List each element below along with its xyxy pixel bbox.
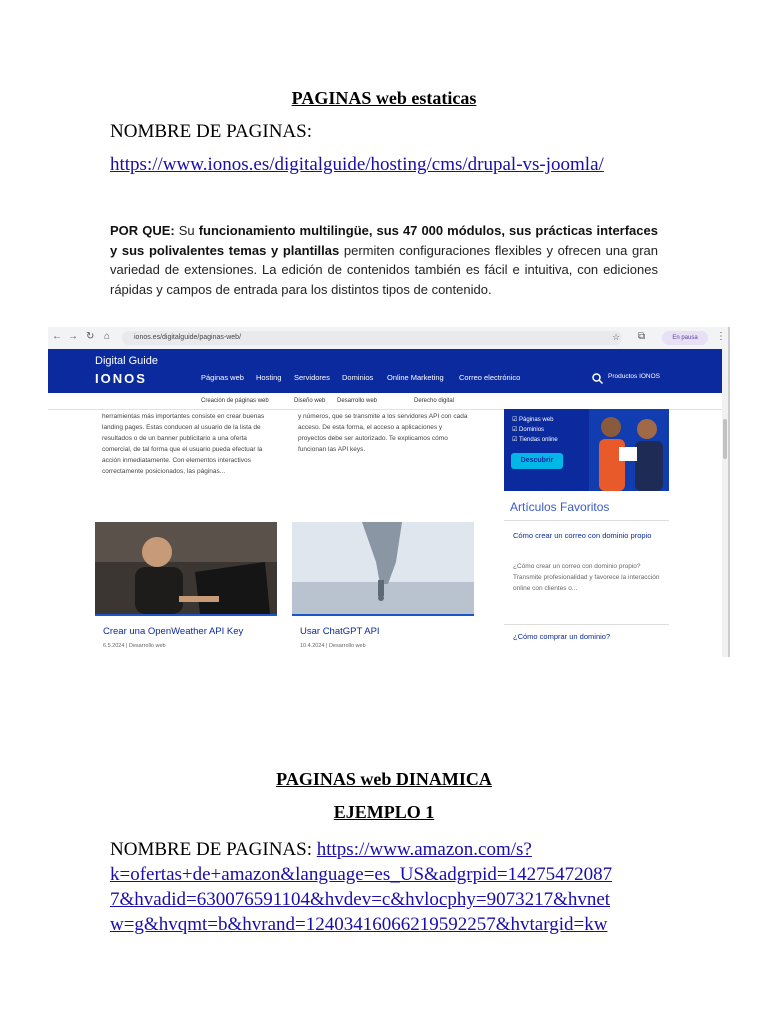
amazon-url-link[interactable]: k=ofertas+de+amazon&language=es_US&adgrpid=14275472087 bbox=[110, 864, 613, 885]
brand-logo[interactable]: IONOS bbox=[95, 371, 147, 386]
subnav-derecho[interactable]: Derecho digital bbox=[414, 398, 455, 404]
section1-url-link[interactable]: https://www.ionos.es/digitalguide/hosting/cms/drupal-vs-joomla/ bbox=[110, 154, 604, 175]
nav-hosting[interactable]: Hosting bbox=[256, 373, 282, 382]
scrollbar[interactable] bbox=[722, 349, 728, 657]
brand-title: Digital Guide bbox=[95, 355, 158, 367]
reload-icon[interactable]: ↻ bbox=[86, 331, 95, 342]
subnav-desarrollo[interactable]: Desarrollo web bbox=[337, 398, 378, 404]
fav-link-correo[interactable]: Cómo crear un correo con dominio propio bbox=[513, 531, 652, 540]
favorites-heading: Artículos Favoritos bbox=[510, 500, 610, 514]
fav-link-dominio[interactable]: ¿Cómo comprar un dominio? bbox=[513, 632, 611, 641]
nav-online-marketing[interactable]: Online Marketing bbox=[387, 373, 444, 382]
home-icon[interactable]: ⌂ bbox=[104, 331, 111, 342]
subnav-bar bbox=[48, 393, 722, 410]
divider bbox=[504, 624, 669, 625]
amazon-url-link[interactable]: 7&hvadid=630076591104&hvdev=c&hvlocphy=9073217&hvnet bbox=[110, 889, 611, 910]
why-intro: Su bbox=[178, 223, 195, 238]
why-paragraph bbox=[110, 221, 658, 299]
subnav-diseno[interactable]: Diseño web bbox=[294, 398, 326, 404]
products-link[interactable]: Productos IONOS bbox=[608, 373, 661, 380]
section2-name-label: NOMBRE DE PAGINAS: bbox=[110, 839, 312, 860]
forward-icon[interactable]: → bbox=[68, 331, 78, 342]
star-icon[interactable]: ☆ bbox=[612, 332, 621, 342]
why-label: POR QUE: bbox=[110, 223, 175, 238]
subnav-creacion[interactable]: Creación de páginas web bbox=[201, 398, 269, 404]
scroll-thumb[interactable] bbox=[723, 419, 727, 459]
nav-servidores[interactable]: Servidores bbox=[294, 373, 330, 382]
browser-toolbar bbox=[48, 327, 728, 350]
promo-people-illustration bbox=[589, 409, 669, 491]
example-heading: EJEMPLO 1 bbox=[333, 802, 435, 822]
nav-paginas-web[interactable]: Páginas web bbox=[201, 373, 244, 382]
nav-correo[interactable]: Correo electrónico bbox=[459, 373, 521, 382]
article-title-chatgpt[interactable]: Usar ChatGPT API bbox=[300, 626, 380, 637]
article-meta: 6.5.2024 | Desarrollo web bbox=[103, 643, 166, 649]
section2-heading: PAGINAS web DINAMICA bbox=[276, 769, 492, 789]
promo-item: ☑ Dominios bbox=[512, 427, 545, 433]
section1-heading: PAGINAS web estaticas bbox=[291, 88, 477, 108]
ionos-header bbox=[48, 349, 722, 393]
divider bbox=[504, 520, 669, 521]
menu-icon[interactable]: ⋮ bbox=[716, 331, 726, 342]
article-meta: 10.4.2024 | Desarrollo web bbox=[300, 643, 366, 649]
search-icon[interactable] bbox=[592, 373, 603, 384]
embedded-screenshot bbox=[48, 327, 730, 657]
fav-desc: ¿Cómo crear un correo con dominio propio? Transmite profesionalidad y favorece la interacción online con clientes o... bbox=[513, 563, 660, 592]
man-laptop-image[interactable] bbox=[95, 522, 277, 616]
why-bold: funcionamiento multilingüe, sus 47 000 módulos, sus prácticas interfaces y sus polivalentes temas y plantillas bbox=[110, 223, 658, 258]
promo-item: ☑ Tiendas online bbox=[512, 437, 558, 443]
amazon-url-link[interactable]: w=g&hvqmt=b&hvrand=1240341606621959225​7&hvtargid=kw bbox=[110, 914, 608, 935]
promo-banner bbox=[504, 409, 669, 491]
promo-item: ☑ Páginas web bbox=[512, 417, 554, 423]
why-rest: permiten configuraciones flexibles y ofrecen una gran variedad de extensiones. La edición de contenidos también es fácil e intuitiva, con ediciones rápidas y campos de entrada para los distintos tipos de contenido. bbox=[110, 242, 659, 297]
robot-hand-image[interactable] bbox=[292, 522, 474, 616]
amazon-url-link[interactable]: https://www.amazon.com/s? bbox=[316, 839, 532, 860]
section1-name-label: NOMBRE DE PAGINAS: bbox=[110, 121, 312, 142]
profile-chip[interactable]: En pausa bbox=[662, 331, 708, 345]
left-article-snippet: herramientas más importantes consiste en crear buenas landing pages. Estas conducen al usuario de la lista de resultados o de un banner publicitario a una oferta comercial, de tal forma que el usuario pueda efectuar la acción inmediatamente. Con elementos interactivos correctamente posicionados, las páginas... bbox=[102, 413, 265, 475]
article-title-openweather[interactable]: Crear una OpenWeather API Key bbox=[103, 626, 244, 637]
extensions-icon[interactable]: ⧉ bbox=[638, 331, 646, 342]
nav-dominios[interactable]: Dominios bbox=[342, 373, 374, 382]
discover-button[interactable]: Descubrir bbox=[511, 453, 563, 469]
section2-url-block bbox=[110, 837, 670, 937]
back-icon[interactable]: ← bbox=[52, 331, 62, 342]
mid-article-snippet: y números, que se transmite a los servidores API con cada acceso. De esta forma, el acceso a aplicaciones y proyectos debe ser autorizado. Te explicamos cómo funcionan las API keys. bbox=[298, 413, 468, 453]
address-bar[interactable]: ionos.es/digitalguide/paginas-web/ bbox=[122, 331, 622, 345]
